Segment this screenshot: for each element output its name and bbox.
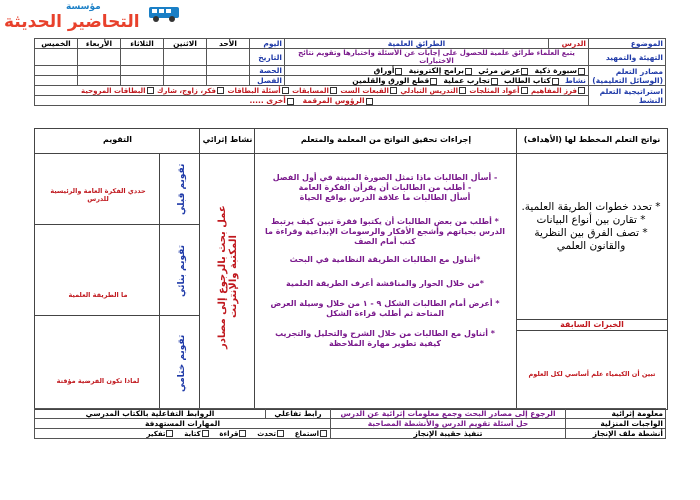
sources-label-text: مصادر التعلم (615, 66, 663, 76)
day-1: الأحد (207, 39, 250, 49)
portfolio-label: أنشطة ملف الإنجاز (566, 429, 666, 439)
strategy-checkbox-6[interactable]: أسئلة البطاقات (227, 87, 289, 95)
procedure-1: - أسأل الطالبات ماذا تمثل الصورة المبينة في أول الفصل (272, 173, 498, 182)
strategies-row-1 (35, 86, 589, 96)
strategy-checkbox-5[interactable]: المسابقات (292, 87, 338, 95)
intro-label: التهيئة والتمهيد (589, 49, 666, 66)
procedure-8: * أتناول مع الطالبات من خلال الشرح والتحليل والتجريب كيفية تطوير مهارة الملاحظة (275, 329, 495, 348)
source-checkbox-1[interactable]: سبورة ذكية (535, 66, 586, 75)
evaluation-header: التقويم (102, 135, 133, 144)
logo (0, 0, 200, 38)
strategy-checkbox-9[interactable]: الرؤوس المرقمة (303, 96, 374, 105)
source-checkbox-2[interactable]: عرض مرئي (478, 66, 529, 75)
skill-checkbox-4[interactable]: كتابة (184, 430, 209, 438)
sources-sub-text: (الوسائل التعليمية) (592, 75, 663, 85)
procedure-3: أسأل الطالبات ما علاقة الدرس بواقع الحياة (299, 193, 471, 202)
bus-icon (148, 4, 182, 24)
portfolio-text: تنفيذ حقيبة الإنجاز (331, 429, 566, 439)
procedure-5: *أتناول مع الطالبات الطريقة النظامية في البحث (289, 255, 481, 264)
interactive-link-label: رابط تفاعلي (266, 409, 331, 419)
outcome-1: * تحدد خطوات الطريقة العلمية. (521, 201, 661, 213)
enrich-info-text: الرجوع إلى مصادر البحث وجمع معلومات إثرائية عن الدرس (331, 409, 566, 419)
skill-checkbox-2[interactable]: تحدث (257, 430, 285, 438)
prior-text: تبين أن الكيمياء علم أساسي لكل العلوم (528, 370, 656, 378)
strategy-checkbox-1[interactable]: فرز المفاهيم (531, 87, 586, 95)
outcome-2: * تقارن بين أنواع البيانات (536, 214, 646, 226)
procedure-6: *من خلال الحوار والمناقشة أعرف الطريقة العلمية (286, 279, 484, 288)
eval-label-1: تقويم قبلي (177, 163, 187, 215)
sources-row-1 (285, 66, 589, 76)
enrichment-text: عمل بحث بالرجوع إلى مصادر المكتبة والإنترنت (217, 205, 239, 349)
source-checkbox-5[interactable]: كتاب الطالب (504, 76, 560, 85)
lesson-label: الدرس (549, 39, 589, 49)
activity-header: نشاط إثرائي (202, 135, 253, 144)
sources-row-2 (285, 76, 589, 86)
procedure-4: * أطلب من بعض الطالبات أن يكتبوا فقرة تبين كيف يرتبط الدرس بحياتهم وأشجع الأفكار والرسومات الإبداعية وقراءة ما كتب أمام الصف (264, 217, 506, 246)
strategy-checkbox-7[interactable]: فكر، زاوج، شارك (157, 87, 225, 95)
outcome-3: * تصف الفرق بين النظرية والقانون العلمي (534, 227, 648, 252)
integration-label: الروابط التفاعلية بالكتاب المدرسي (35, 409, 266, 419)
skills-row (35, 429, 331, 439)
strategy-checkbox-8[interactable]: البطاقات المروحية (81, 87, 155, 95)
logo-top-text: مؤسسة (66, 2, 101, 12)
procedure-2: - أطلب من الطالبات أن يقرأن الفكرة العامة (298, 183, 472, 192)
sources-label (589, 66, 666, 86)
outcomes-list (521, 201, 661, 253)
class-label: الحصة (250, 66, 285, 76)
source-checkbox-4[interactable]: أوراق (374, 66, 404, 75)
day-label: اليوم (250, 39, 285, 49)
enrich-info-label: معلومة إثرائية (566, 409, 666, 419)
section-label: الفصل (250, 76, 285, 86)
eval-label-2: تقويم بنائي (177, 245, 187, 297)
day-3: الثلاثاء (121, 39, 164, 49)
procedures-header: إجراءات تحقيق النواتج من المعلمة والمتعلم (300, 135, 472, 144)
subject-value: الطرائق العلمية (285, 39, 549, 49)
strategy-label: استراتيجية التعلم النشط (589, 86, 666, 106)
eval-label-3: تقويم ختامي (177, 334, 187, 392)
procedures-list (263, 173, 507, 349)
outcomes-header: نواتج التعلم المخطط لها (الأهداف) (523, 135, 661, 144)
strategy-checkbox-4[interactable]: القبعات الست (340, 87, 398, 95)
strategy-checkbox-3[interactable]: التدريس التبادلي (400, 87, 467, 95)
skills-label: المهارات المستهدفة (35, 419, 331, 429)
eval-text-3: لماذا تكون الفرضية مؤقتة (56, 377, 140, 385)
source-checkbox-3[interactable]: برامج إلكترونية (409, 66, 473, 75)
source-checkbox-6[interactable]: تجارب عملية (443, 76, 498, 85)
date-label: التاريخ (250, 49, 285, 66)
source-checkbox-7[interactable]: قطع الورق والقلمين (352, 76, 438, 85)
skill-checkbox-5[interactable]: تفكير (147, 430, 175, 438)
strategy-checkbox-2[interactable]: أعواد المثلجات (469, 87, 528, 95)
eval-text-1: حددي الفكرة العامة والرئيسية للدرس (50, 187, 146, 203)
strategies-row-2 (35, 96, 589, 106)
skill-checkbox-3[interactable]: قراءة (219, 430, 247, 438)
eval-text-2: ما الطريقة العلمية (68, 291, 128, 299)
activity-label: نشاط (564, 76, 586, 85)
procedure-7: * أعرض أمام الطالبات الشكل ٩ - ١ من خلال وسيلة العرض المتاحة ثم أطلب قراءة الشكل (270, 299, 500, 318)
day-4: الأربعاء (78, 39, 121, 49)
day-5: الخميس (35, 39, 78, 49)
intro-text: يتبع العلماء طرائق علمية للحصول على إجابات عن الأسئلة واختبارها وتقويم نتائج الاختبارات (285, 49, 589, 66)
header-table (34, 38, 666, 106)
logo-brand-text: التحاضير الحديثة (4, 12, 140, 32)
homework-text: حل أسئلة تقويم الدرس والأنشطة المصاحبة (331, 419, 566, 429)
strategy-checkbox-10[interactable]: أخرى ..... (249, 96, 294, 105)
prior-label: الخبرات السابقة (560, 320, 624, 329)
footer-table (34, 408, 666, 439)
subject-label: الموضوع (589, 39, 666, 49)
skill-checkbox-1[interactable]: استماع (295, 430, 328, 438)
main-grid (34, 128, 668, 410)
day-2: الاثنين (164, 39, 207, 49)
homework-label: الواجبات المنزلية (566, 419, 666, 429)
